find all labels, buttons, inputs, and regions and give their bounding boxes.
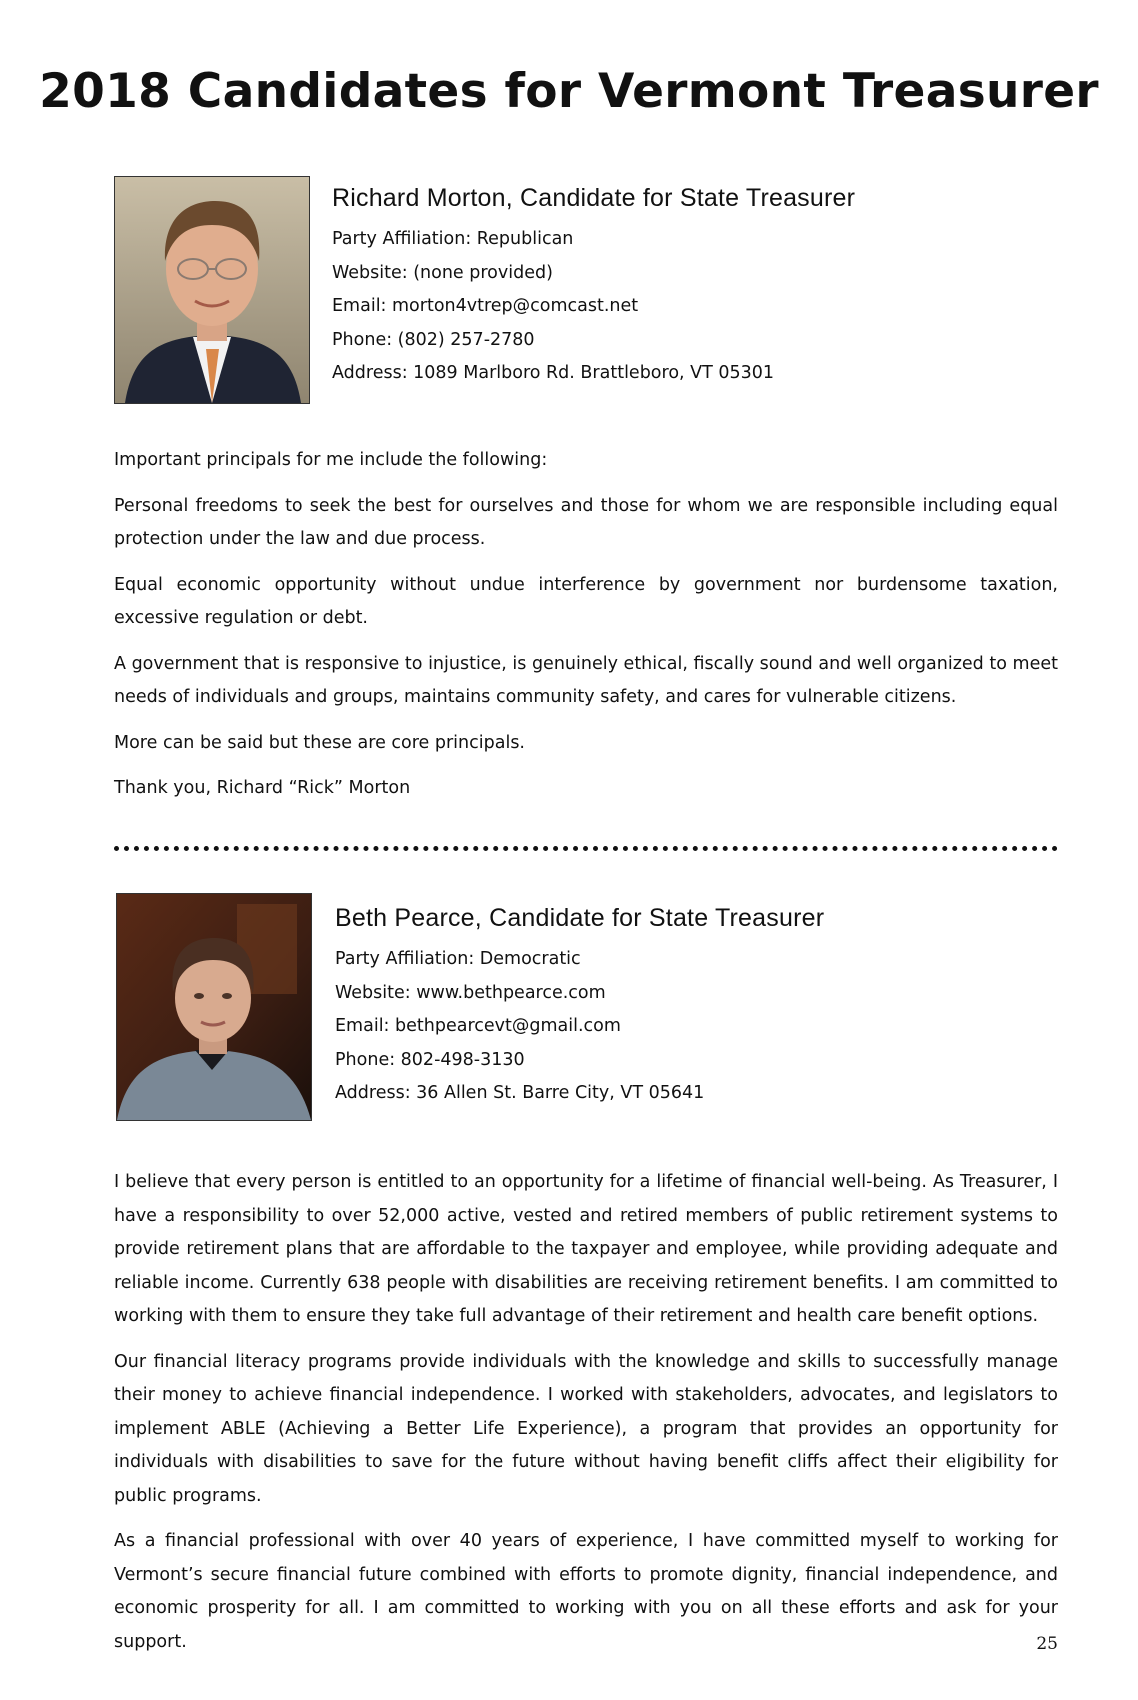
statement-paragraph: Thank you, Richard “Rick” Morton [114,778,411,798]
statement-paragraph: I believe that every person is entitled to an opportunity for a lifetime of financial well-being. As Treasurer, I have a responsibility to over 52,000 active, vested and retired members of public retirement systems to provide retirement plans that are affordable to the taxpayer and employee, while providing adequate and reliable income. Currently 638 people with disabilities are receiving retirement benefits. I am committed to working with them to ensure they take full advantage of their retirement and health care benefit options. [114,1172,1058,1326]
email[interactable]: Email: morton4vtrep@comcast.net [332,296,639,316]
party-affiliation: Party Affiliation: Republican [332,229,574,249]
statement-paragraph: As a financial professional with over 40 years of experience, I have committed myself to working for Vermont’s secure financial future combined with efforts to promote dignity, financial independence, and economic prosperity for all. I am committed to working with you on all these efforts and ask for your support. [114,1531,1058,1652]
candidate-info-pearce [335,904,1095,1111]
page-title: 2018 Candidates for Vermont Treasurer [39,64,1099,119]
candidate-info-morton [332,184,1092,391]
statement-paragraph: Important principals for me include the following: [114,450,548,470]
candidate-name: Richard Morton, Candidate for State Treasurer [332,184,856,212]
statement-paragraph: Personal freedoms to seek the best for ourselves and those for whom we are responsible including equal protection under the law and due process. [114,495,1058,549]
statement-paragraph: More can be said but these are core principals. [114,732,525,753]
candidate-photo-morton [114,176,310,404]
candidate-statement-morton [114,444,1058,818]
address: Address: 1089 Marlboro Rd. Brattleboro, VT 05301 [332,363,775,383]
phone: Phone: 802-498-3130 [335,1049,525,1070]
email[interactable]: Email: bethpearcevt@gmail.com [335,1016,621,1036]
website: Website: (none provided) [332,262,553,283]
candidate-photo-pearce [116,893,312,1121]
portrait-photo-icon [117,894,311,1120]
portrait-photo-icon [115,177,309,403]
statement-paragraph: A government that is responsive to injustice, is genuinely ethical, fiscally sound and well organized to meet needs of individuals and groups, maintains community safety, and cares for vulnerable citizens. [114,653,1058,707]
statement-paragraph: Equal economic opportunity without undue interference by government nor burdensome taxation, excessive regulation or debt. [114,574,1058,628]
page-number: 25 [1036,1634,1058,1654]
candidate-statement-pearce [114,1166,1058,1671]
address: Address: 36 Allen St. Barre City, VT 05641 [335,1083,705,1103]
candidate-name: Beth Pearce, Candidate for State Treasurer [335,904,825,932]
website[interactable]: Website: www.bethpearce.com [335,982,606,1003]
section-divider [114,846,1058,851]
statement-paragraph: Our financial literacy programs provide individuals with the knowledge and skills to successfully manage their money to achieve financial independence. I worked with stakeholders, advocates, and legislators to implement ABLE (Achieving a Better Life Experience), a program that provides an opportunity for individuals with disabilities to save for the future without having benefit cliffs affect their eligibility for public programs. [114,1351,1058,1506]
phone: Phone: (802) 257-2780 [332,329,535,350]
party-affiliation: Party Affiliation: Democratic [335,949,581,969]
